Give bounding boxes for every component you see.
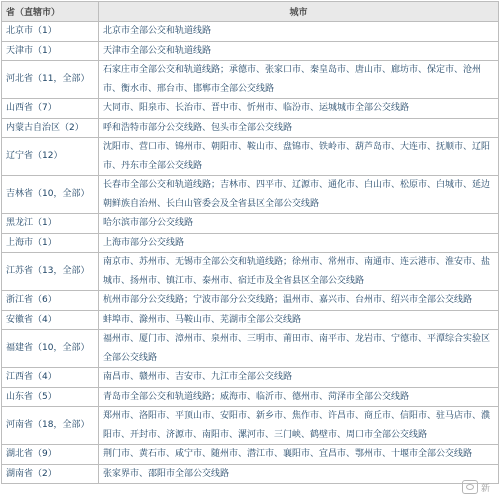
table-row (2, 368, 499, 388)
cities-cell: 沈阳市、营口市、锦州市、朝阳市、鞍山市、盘锦市、铁岭市、葫芦岛市、大连市、抚顺市、辽阳市、丹东市全部公交线路 (99, 138, 499, 176)
table-row (2, 214, 499, 234)
table-row (2, 464, 499, 484)
table-row (2, 445, 499, 465)
table-row (2, 233, 499, 253)
table-row (2, 407, 499, 445)
province-cell: 上海市（1） (2, 233, 99, 253)
cities-cell: 郑州市、洛阳市、平顶山市、安阳市、新乡市、焦作市、许昌市、商丘市、信阳市、驻马店市、濮阳市、开封市、济源市、南阳市、漯河市、三门峡、鹤壁市、周口市全部公交线路 (99, 407, 499, 445)
cities-cell: 青岛市全部公交和轨道线路；威海市、临沂市、德州市、菏泽市全部公交线路 (99, 387, 499, 407)
table-row (2, 253, 499, 291)
table-row (2, 176, 499, 214)
table-row (2, 310, 499, 330)
app-logo-icon (462, 480, 478, 494)
table-row (2, 330, 499, 368)
header-province: 省（直辖市） (2, 2, 99, 22)
province-cell: 湖南省（2） (2, 464, 99, 484)
table-row (2, 61, 499, 99)
cities-cell: 大同市、阳泉市、长治市、晋中市、忻州市、临汾市、运城城市全部公交线路 (99, 99, 499, 119)
province-cell: 河北省（11，全部） (2, 61, 99, 99)
table-row (2, 118, 499, 138)
watermark-text: 新 (480, 483, 490, 494)
cities-cell: 天津市全部公交和轨道线路 (99, 41, 499, 61)
cities-cell: 荆门市、黄石市、咸宁市、随州市、潜江市、襄阳市、宜昌市、鄂州市、十堰市全部公交线路 (99, 445, 499, 465)
table-header-row (2, 2, 499, 22)
cities-cell: 长春市全部公交和轨道线路；吉林市、四平市、辽源市、通化市、白山市、松原市、白城市、延边朝鲜族自治州、长白山管委会及全省县区全部公交线路 (99, 176, 499, 214)
transit-city-table (1, 1, 499, 484)
cities-cell: 南京市、苏州市、无锡市全部公交和轨道线路；徐州市、常州市、南通市、连云港市、淮安市、盐城市、扬州市、镇江市、泰州市、宿迁市及全省县区全部公交线路 (99, 253, 499, 291)
province-cell: 辽宁省（12） (2, 138, 99, 176)
table-row (2, 22, 499, 42)
table-row (2, 387, 499, 407)
header-cities: 城市 (99, 2, 499, 22)
province-cell: 江西省（4） (2, 368, 99, 388)
province-cell: 黑龙江（1） (2, 214, 99, 234)
cities-cell: 张家界市、邵阳市全部公交线路 (99, 464, 499, 484)
province-cell: 吉林省（10，全部） (2, 176, 99, 214)
table-row (2, 291, 499, 311)
cities-cell: 福州市、厦门市、漳州市、泉州市、三明市、莆田市、南平市、龙岩市、宁德市、平潭综合实验区全部公交线路 (99, 330, 499, 368)
cities-cell: 哈尔滨市部分公交线路 (99, 214, 499, 234)
cities-cell: 上海市部分公交线路 (99, 233, 499, 253)
province-cell: 河南省（18，全部） (2, 407, 99, 445)
province-cell: 安徽省（4） (2, 310, 99, 330)
province-cell: 内蒙古自治区（2） (2, 118, 99, 138)
table-row (2, 138, 499, 176)
province-cell: 江苏省（13，全部） (2, 253, 99, 291)
cities-cell: 石家庄市全部公交和轨道线路；承德市、张家口市、秦皇岛市、唐山市、廊坊市、保定市、沧州市、衡水市、邢台市、邯郸市全部公交线路 (99, 61, 499, 99)
province-cell: 湖北省（9） (2, 445, 99, 465)
cities-cell: 南昌市、赣州市、吉安市、九江市全部公交线路 (99, 368, 499, 388)
table-row (2, 41, 499, 61)
cities-cell: 杭州市部分公交线路；宁波市部分公交线路；温州市、嘉兴市、台州市、绍兴市全部公交线路 (99, 291, 499, 311)
province-cell: 北京市（1） (2, 22, 99, 42)
province-cell: 天津市（1） (2, 41, 99, 61)
table-row (2, 99, 499, 119)
cities-cell: 蚌埠市、滁州市、马鞍山市、芜湖市全部公交线路 (99, 310, 499, 330)
province-cell: 山东省（5） (2, 387, 99, 407)
province-cell: 浙江省（6） (2, 291, 99, 311)
watermark (462, 480, 490, 494)
province-cell: 福建省（10，全部） (2, 330, 99, 368)
province-cell: 山西省（7） (2, 99, 99, 119)
cities-cell: 呼和浩特市部分公交线路、包头市全部公交线路 (99, 118, 499, 138)
cities-cell: 北京市全部公交和轨道线路 (99, 22, 499, 42)
